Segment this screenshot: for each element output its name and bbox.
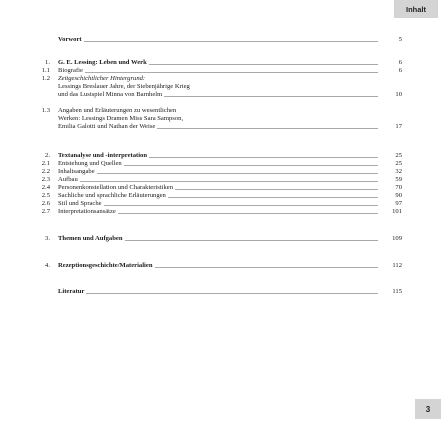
toc-entry-page: 17 — [395, 123, 402, 130]
section-header-tab — [394, 0, 438, 18]
toc-entry-title-wrap — [58, 67, 378, 74]
toc-entry-page: 6 — [398, 59, 402, 66]
toc-entry-number: 2.5 — [41, 192, 50, 199]
toc-entry-number: 2. — [45, 152, 50, 159]
toc-entry-page: 25 — [395, 160, 402, 167]
toc-entry-title-wrap — [58, 176, 378, 183]
toc-entry-title: Textanalyse und -interpretation — [58, 152, 148, 159]
toc-entry-title: und das Lustspiel Minna von Barnhelm — [58, 91, 163, 98]
toc-entry-title: Zeitgeschichtlicher Hintergrund: — [58, 75, 146, 82]
leader-dots — [149, 157, 378, 158]
leader-dots — [85, 72, 378, 73]
toc-entry-title: Inhaltsangabe — [58, 168, 95, 175]
toc-entry-number: 4. — [45, 262, 50, 269]
toc-entry-title: Lessings Breslauer Jahre, der Siebenjährige Krieg — [58, 83, 190, 90]
toc-entry-title-wrap — [58, 184, 378, 191]
toc-entry-title-wrap — [58, 83, 378, 90]
toc-entry-number: 2.3 — [41, 176, 50, 183]
leader-dots — [84, 41, 378, 42]
toc-entry-title: Biografie — [58, 67, 83, 74]
toc-entry-title: Stil und Sprache — [58, 200, 102, 207]
toc-entry-title: Emilia Galotti und Nathan der Weise — [58, 123, 156, 130]
leader-dots — [155, 267, 379, 268]
leader-dots — [125, 240, 379, 241]
toc-entry-title: Aufbau — [58, 176, 78, 183]
toc-entry-title-wrap — [58, 115, 378, 122]
leader-dots — [124, 165, 378, 166]
toc-entry-title-wrap — [58, 168, 378, 175]
toc-entry-title: Rezeptionsgeschichte/Materialien — [58, 262, 153, 269]
toc-entry-page: 25 — [395, 152, 402, 159]
toc-entry-title: Personenkonstellation und Charakteristiken — [58, 184, 174, 191]
toc-entry-title: Entstehung und Quellen — [58, 160, 122, 167]
toc-entry-page: 10 — [395, 91, 402, 98]
leader-dots — [175, 189, 378, 190]
leader-dots — [157, 128, 378, 129]
page-number: 3 — [425, 404, 431, 414]
toc-entry-page: 6 — [398, 67, 402, 74]
leader-dots — [97, 173, 378, 174]
toc-entry-page: 90 — [395, 192, 402, 199]
toc-entry-title: Literatur — [58, 288, 85, 295]
toc-entry-page: 32 — [395, 168, 402, 175]
toc-entry-number: 1.1 — [41, 67, 50, 74]
toc-entry-title: Interpretationsansätze — [58, 208, 116, 215]
toc-entry-page: 97 — [395, 200, 402, 207]
page-number-box — [415, 399, 441, 419]
toc-entry-page: 101 — [392, 208, 402, 215]
toc-entry-number: 2.7 — [41, 208, 50, 215]
toc-entry-number: 2.4 — [41, 184, 50, 191]
toc-entry-title-wrap — [58, 91, 378, 98]
toc-entry-title-wrap — [58, 160, 378, 167]
toc-entry-title-wrap — [58, 288, 378, 295]
toc-entry-number: 2.1 — [41, 160, 50, 167]
toc-entry-number: 2.6 — [41, 200, 50, 207]
leader-dots — [118, 213, 378, 214]
toc-entry-page: 109 — [392, 235, 402, 242]
toc-entry-title-wrap — [58, 192, 378, 199]
toc-entry-title: Sachliche und sprachliche Erläuterungen — [58, 192, 166, 199]
leader-dots — [164, 96, 378, 97]
toc-entry-title-wrap — [58, 152, 378, 159]
toc-entry-title-wrap — [58, 75, 378, 82]
leader-dots — [149, 64, 378, 65]
toc-entry-title-wrap — [58, 235, 378, 242]
toc-entry-title-wrap — [58, 200, 378, 207]
toc-entry-title-wrap — [58, 107, 378, 114]
leader-dots — [86, 293, 378, 294]
toc-entry-number: 1.2 — [41, 75, 50, 82]
toc-entry-title: G. E. Lessing: Leben und Werk — [58, 59, 147, 66]
toc-entry-title-wrap — [58, 36, 378, 43]
toc-entry-title: Themen und Aufgaben — [58, 235, 123, 242]
toc-entry-number: 2.2 — [41, 168, 50, 175]
toc-entry-page: 59 — [395, 176, 402, 183]
toc-entry-title: Vorwort — [58, 36, 82, 43]
toc-entry-page: 70 — [395, 184, 402, 191]
toc-entry-page: 115 — [392, 288, 402, 295]
toc-entry-title: Angaben und Erläuterungen zu wesentlichen — [58, 107, 177, 114]
toc-entry-title-wrap — [58, 262, 378, 269]
leader-dots — [80, 181, 378, 182]
toc-entry-number: 3. — [45, 235, 50, 242]
leader-dots — [168, 197, 378, 198]
toc-entry-title-wrap — [58, 208, 378, 215]
toc-entry-title-wrap — [58, 59, 378, 66]
leader-dots — [104, 205, 378, 206]
toc-entry-page: 112 — [392, 262, 402, 269]
toc-entry-title: Werken: Lessings Dramen Miss Sara Sampson, — [58, 115, 184, 122]
section-header-label: Inhalt — [406, 4, 426, 14]
toc-entry-page: 5 — [398, 36, 402, 43]
toc-entry-number: 1.3 — [41, 107, 50, 114]
toc-entry-title-wrap — [58, 123, 378, 130]
toc-entry-number: 1. — [45, 59, 50, 66]
